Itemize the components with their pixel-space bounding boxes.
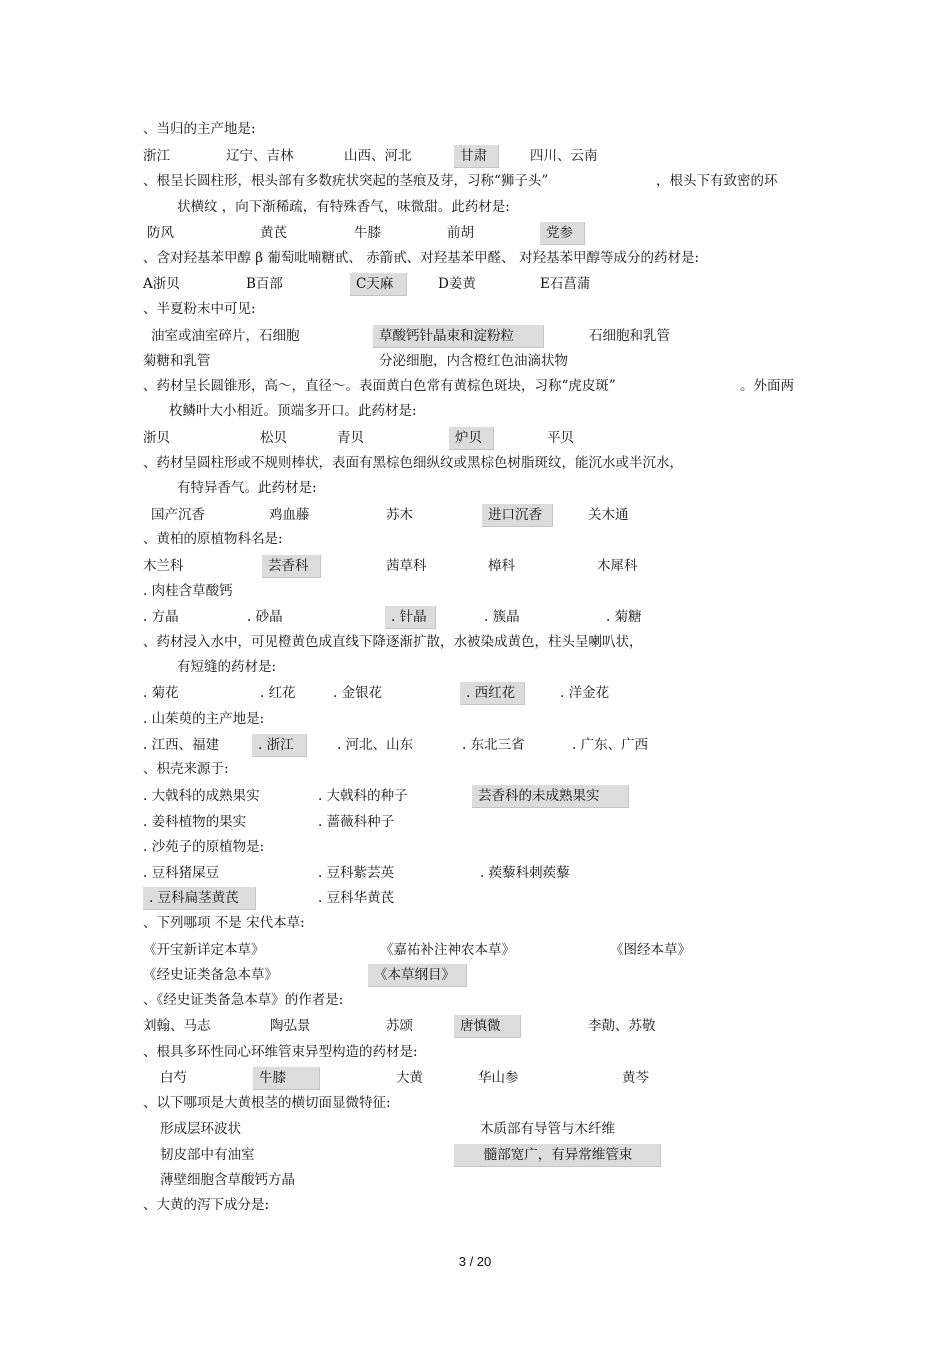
option: 苏木	[386, 507, 413, 523]
option: 木犀科	[597, 558, 638, 574]
question-stem-continued: 有短缝的药材是:	[177, 659, 277, 675]
option: 薄壁细胞含草酸钙方晶	[160, 1172, 295, 1188]
option: . 金银花	[333, 685, 383, 701]
option: 辽宁、吉林	[226, 148, 294, 164]
question-stem: 、大黄的泻下成分是:	[143, 1197, 270, 1213]
option: . 菊糖	[606, 609, 642, 625]
option: . 砂晶	[247, 609, 283, 625]
answer-highlight: 唐慎微	[454, 1015, 521, 1038]
question-stem: . 肉桂含草酸钙	[143, 583, 233, 599]
option: . 方晶	[143, 609, 179, 625]
answer-highlight: C天麻	[350, 273, 407, 296]
answer-highlight: 炉贝	[449, 427, 494, 450]
answer-highlight: . 浙江	[252, 734, 307, 757]
option: 陶弘景	[270, 1018, 311, 1034]
option: 前胡	[447, 225, 474, 241]
question-stem: 、含对羟基苯甲醇 β 葡萄吡喃糖甙、 赤箭甙、对羟基苯甲醛、 对羟基苯甲醇等成分的药材是:	[143, 250, 700, 266]
option: 苏颂	[386, 1018, 413, 1034]
answer-highlight: 芸香科的未成熟果实	[472, 785, 629, 808]
option: 关木通	[588, 507, 629, 523]
option: 菊糖和乳管	[143, 353, 211, 369]
option: 浙贝	[143, 430, 170, 446]
option: 分泌细胞，内含橙红色油滴状物	[379, 353, 568, 369]
option: 黄芪	[260, 225, 287, 241]
question-stem-tail: 。外面两	[740, 378, 794, 394]
option: 山西、河北	[344, 148, 412, 164]
question-stem: 、半夏粉末中可见:	[143, 301, 256, 317]
option: B百部	[246, 276, 283, 292]
option: 木兰科	[143, 558, 184, 574]
option: 茜草科	[386, 558, 427, 574]
question-stem: 、药材呈长圆锥形，高～，直径～。表面黄白色常有黄棕色斑块，习称“虎皮斑”	[143, 378, 616, 394]
answer-highlight: . 豆科扁茎黄芪	[143, 887, 256, 910]
option: . 姜科植物的果实	[143, 814, 247, 830]
question-stem: 、当归的主产地是:	[143, 121, 256, 137]
option: . 簇晶	[484, 609, 520, 625]
option: 形成层环波状	[160, 1121, 241, 1137]
option: . 蒺藜科刺蒺藜	[480, 865, 570, 881]
question-stem: 、根呈长圆柱形，根头部有多数疣状突起的茎痕及芽，习称“狮子头”	[143, 173, 549, 189]
question-stem: 、《经史证类备急本草》的作者是:	[143, 992, 344, 1008]
answer-highlight: 牛膝	[253, 1067, 320, 1090]
option: 青贝	[337, 430, 364, 446]
question-stem: . 山茱萸的主产地是:	[143, 711, 265, 727]
answer-highlight: . 西红花	[460, 682, 525, 705]
option: E石菖蒲	[540, 276, 591, 292]
option: 松贝	[260, 430, 287, 446]
question-stem: . 沙苑子的原植物是:	[143, 839, 265, 855]
option: 《开宝新详定本草》	[143, 942, 265, 958]
question-stem: 、下列哪项 不是 宋代本草:	[143, 915, 305, 931]
option: . 广东、广西	[572, 737, 649, 753]
answer-highlight: 甘肃	[454, 145, 499, 168]
option: 《图经本草》	[610, 942, 691, 958]
option: 防风	[147, 225, 174, 241]
answer-highlight: 芸香科	[262, 555, 321, 578]
option: . 红花	[260, 685, 296, 701]
option: . 豆科紫芸英	[318, 865, 395, 881]
option: . 大戟科的种子	[318, 788, 408, 804]
option: 大黄	[396, 1070, 423, 1086]
option: 平贝	[547, 430, 574, 446]
answer-highlight: 《本草纲目》	[368, 964, 467, 987]
option: 《嘉祐补注神农本草》	[380, 942, 515, 958]
option: . 大戟科的成熟果实	[143, 788, 260, 804]
option: 四川、云南	[530, 148, 598, 164]
option: . 蔷薇科种子	[318, 814, 395, 830]
option: . 豆科猪屎豆	[143, 865, 220, 881]
option: 木质部有导管与木纤维	[480, 1121, 615, 1137]
question-stem: 、黄柏的原植物科名是:	[143, 531, 283, 547]
question-stem-continued: 有特异香气。此药材是:	[177, 480, 317, 496]
answer-highlight: . 针晶	[385, 606, 436, 629]
question-stem: 、药材呈圆柱形或不规则棒状，表面有黑棕色细纵纹或黑棕色树脂斑纹，能沉水或半沉水，	[143, 455, 683, 471]
option: . 江西、福建	[143, 737, 220, 753]
option: 浙江	[143, 148, 170, 164]
question-stem-continued: 状横纹 ，向下渐稀疏，有特殊香气，味微甜。此药材是:	[177, 199, 510, 215]
page-number: 3 / 20	[458, 1254, 492, 1269]
question-stem: 、药材浸入水中，可见橙黄色成直线下降逐渐扩散，水被染成黄色，柱头呈喇叭状，	[143, 634, 643, 650]
question-stem-tail: ，根头下有致密的环	[656, 173, 778, 189]
question-stem: 、根具多环性同心环维管束异型构造的药材是:	[143, 1044, 418, 1060]
option: D姜黄	[438, 276, 476, 292]
option: . 东北三省	[462, 737, 525, 753]
answer-highlight: 髓部宽广，有异常维管束	[454, 1144, 661, 1167]
answer-highlight: 草酸钙针晶束和淀粉粒	[373, 325, 544, 348]
question-stem-continued: 枚鳞叶大小相近。顶端多开口。此药材是:	[169, 403, 417, 419]
option: 李勣、苏敬	[588, 1018, 656, 1034]
question-stem: 、以下哪项是大黄根茎的横切面显微特征:	[143, 1095, 391, 1111]
option: 韧皮部中有油室	[160, 1147, 255, 1163]
option: 樟科	[488, 558, 515, 574]
option: 白芍	[160, 1070, 187, 1086]
option: . 豆科华黄芪	[318, 890, 395, 906]
option: . 洋金花	[560, 685, 610, 701]
option: 黄芩	[622, 1070, 649, 1086]
option: 油室或油室碎片，石细胞	[151, 328, 300, 344]
option: 华山参	[478, 1070, 519, 1086]
option: 石细胞和乳管	[589, 328, 670, 344]
option: . 河北、山东	[337, 737, 414, 753]
option: 牛膝	[354, 225, 381, 241]
option: 刘翰、马志	[143, 1018, 211, 1034]
option: . 菊花	[143, 685, 179, 701]
option: 国产沉香	[151, 507, 205, 523]
option: 《经史证类备急本草》	[143, 967, 278, 983]
question-stem: 、枳壳来源于:	[143, 761, 229, 777]
option: 鸡血藤	[269, 507, 310, 523]
answer-highlight: 进口沉香	[482, 504, 553, 527]
answer-highlight: 党参	[540, 222, 585, 245]
option: A浙贝	[143, 276, 180, 292]
